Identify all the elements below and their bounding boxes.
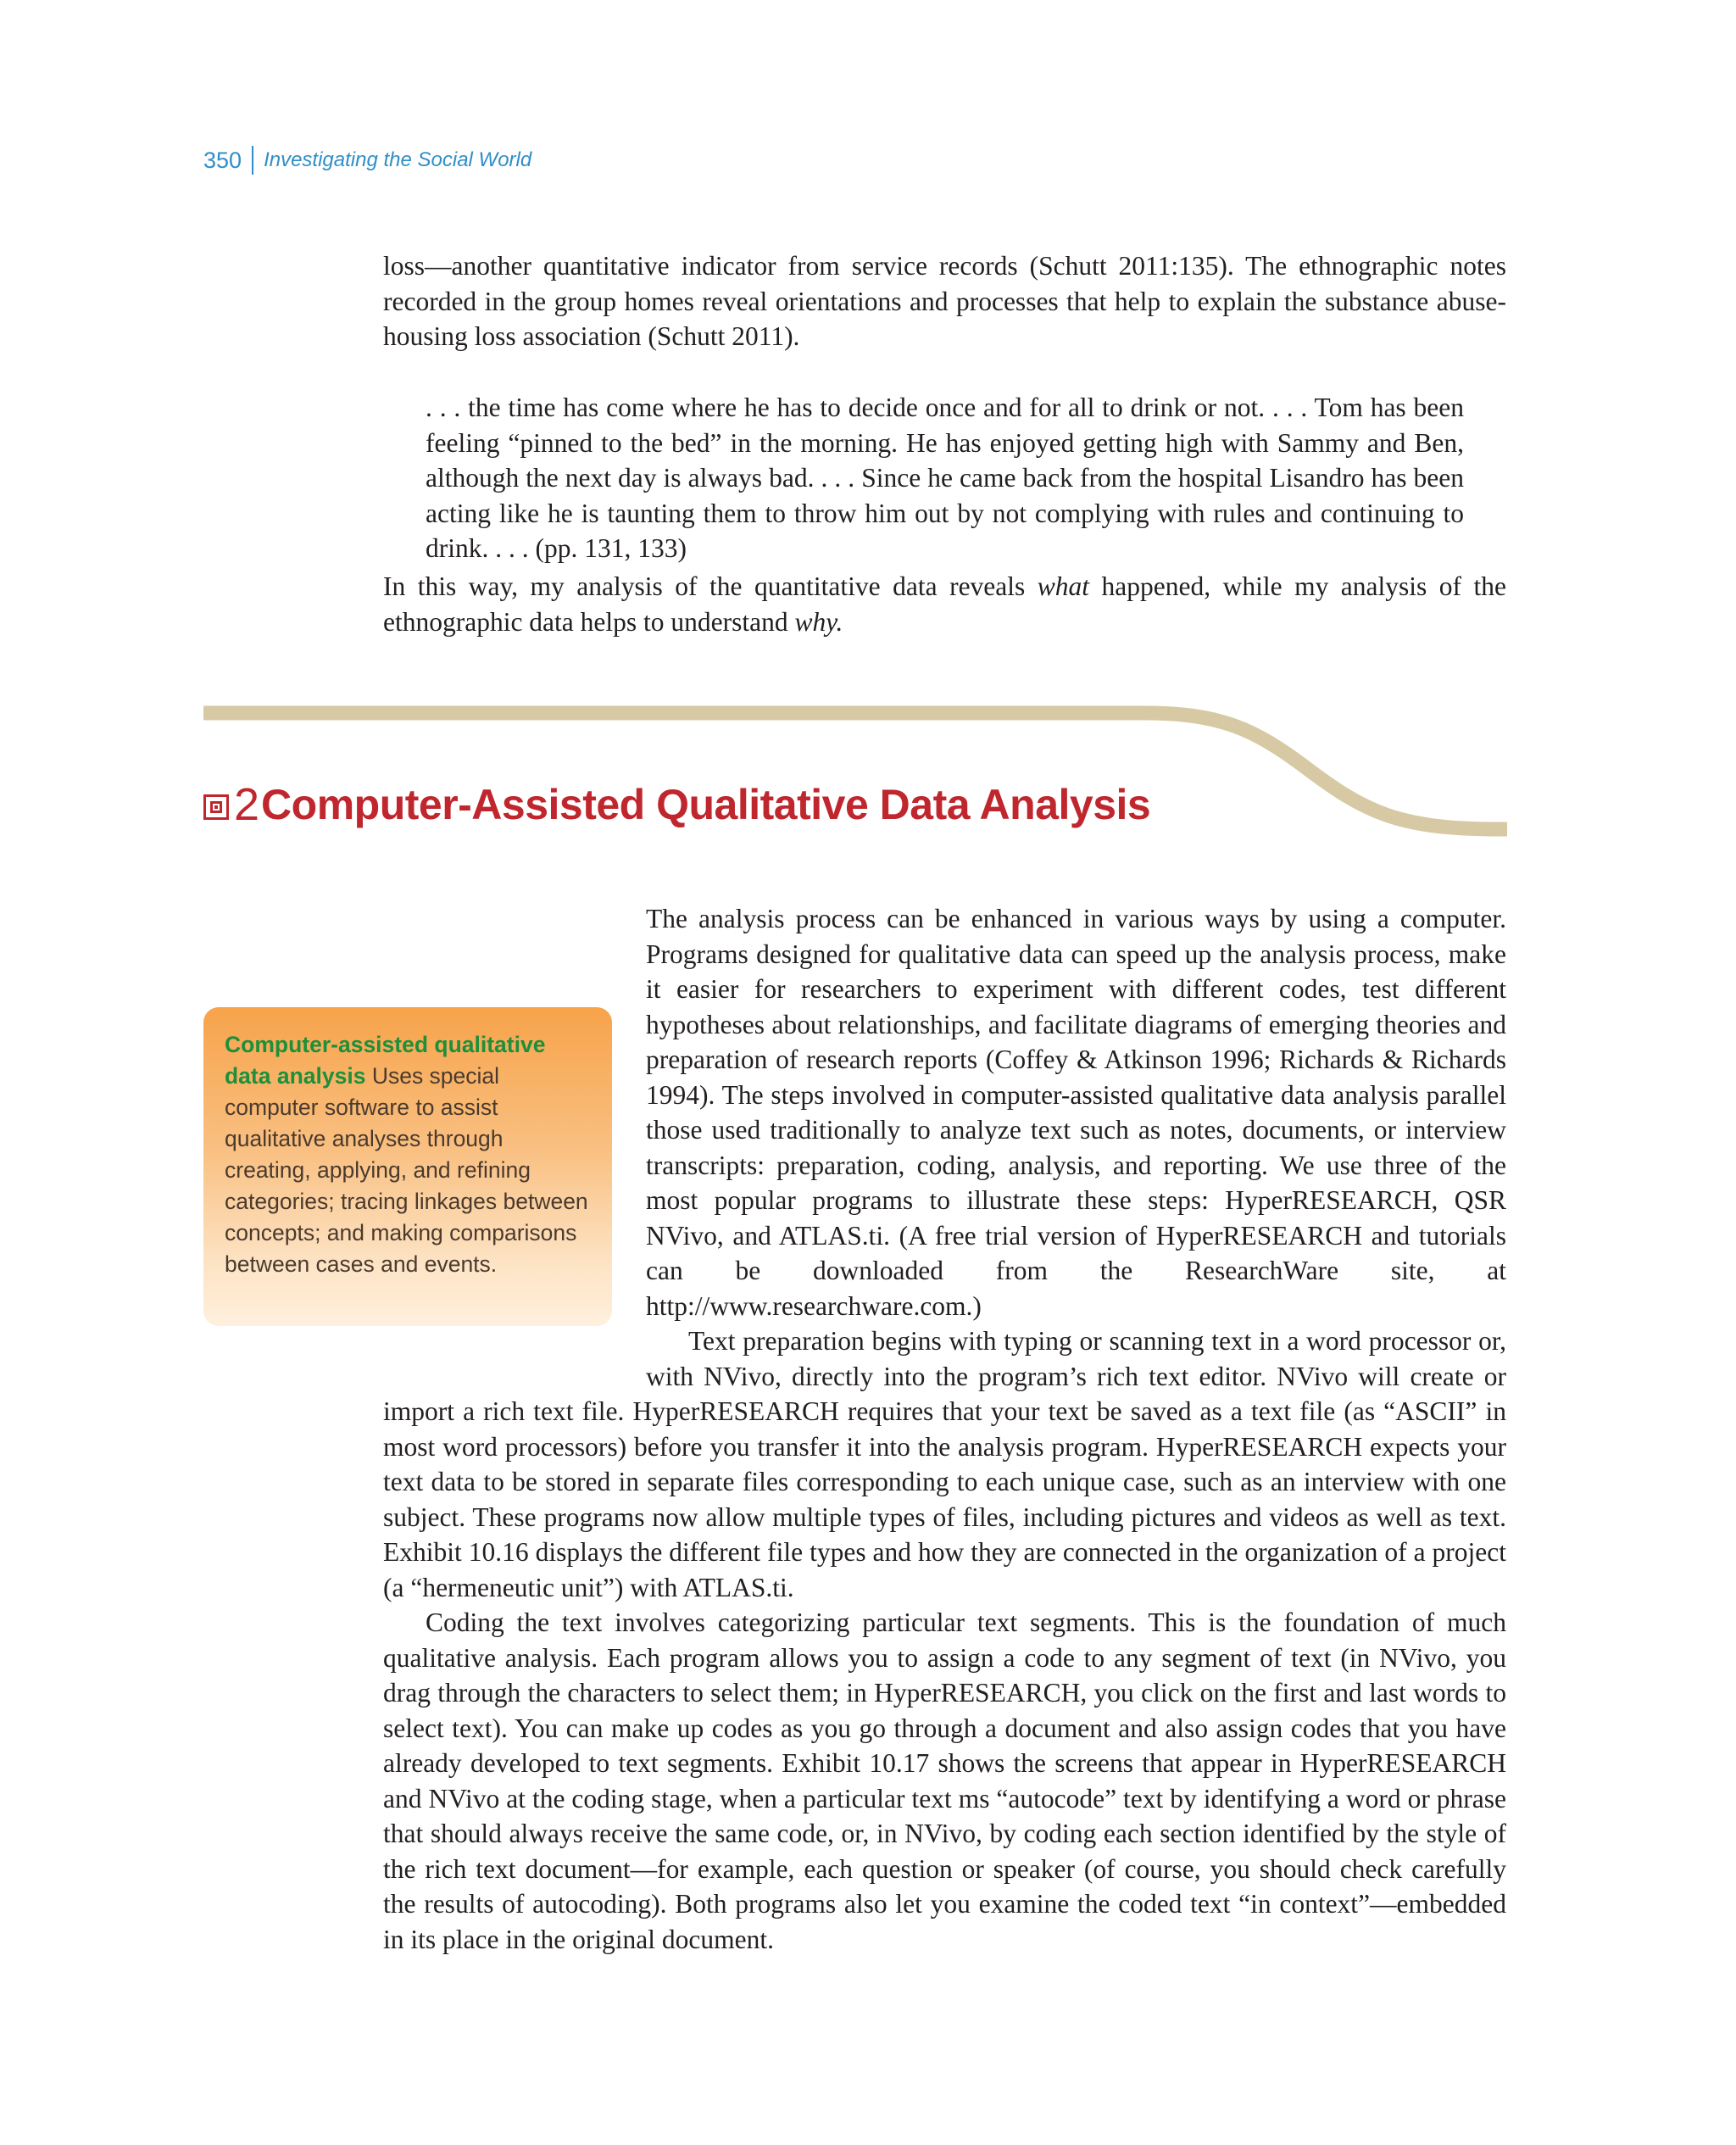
glossary-box	[203, 1007, 612, 1326]
paragraph-coding: Coding the text involves categorizing particular text segments. This is the foundation of much qualitative analysis. Each program allows you to assign a code to any segment of text (in NVivo, you drag through the characters to select them; in HyperRESEARCH, you click on the first and last words to select text). You can make up codes as you go through a document and also assign codes that you have already developed to text segments. Exhibit 10.17 shows the screens that appear in HyperRESEARCH and NVivo at the coding stage, when a particular text ms “autocode” text by identifying a word or phrase that should always receive the same code, or, in NVivo, by coding each section identified by the style of the rich text document—for example, each question or speaker (of course, you should check carefully the results of autocoding). Both programs also let you examine the coded text “in context”—embedded in its place in the original document.	[383, 1607, 1506, 1954]
glossary-definition: Uses special computer software to assist qualitative analyses through creating, applying, and refining categories; tracing linkages between concepts; and making comparisons between cases and events.	[225, 1063, 588, 1277]
section-number: 2	[234, 779, 260, 830]
glossary-term: Computer-assisted qualitative data analysis	[225, 1032, 546, 1089]
section-divider-band	[0, 695, 1736, 856]
paragraph-intro: The analysis process can be enhanced in various ways by using a computer. Programs designed for qualitative data can speed up the analysis process, make it easier for researchers to experiment with different codes, test different hypotheses about relationships, and facilitate diagrams of emerging theories and preparation of research reports (Coffey & Atkinson 1996; Richards & Richards 1994). The steps involved in computer-assisted qualitative data analysis parallel those used traditionally to analyze text such as notes, documents, or interview transcripts: preparation, coding, analysis, and reporting. We use three of the most popular programs to illustrate these steps: HyperRESEARCH, QSR NVivo, and ATLAS.ti. (A free trial version of HyperRESEARCH and tutorials can be downloaded from the ResearchWare site, at http://www.researchware.com.)	[646, 904, 1506, 1321]
block-quote	[426, 390, 1464, 566]
conclusion-em-why: why.	[794, 606, 843, 637]
section-title: Computer-Assisted Qualitative Data Analysis	[261, 781, 1151, 828]
conclusion-block	[383, 569, 1506, 639]
section-marker-icon	[203, 794, 229, 820]
paragraph-text-preparation: Text preparation begins with typing or scanning text in a word processor or, with NVivo, directly into the program’s rich text editor. NVivo will create or import a rich text file. HyperRESEARCH requires that your text be saved as a text file (as “ASCII” in most word processors) before you transfer it into the analysis program. HyperRESEARCH expects your text data to be stored in separate files corresponding to each unique case, such as an interview with one subject. These programs now allow multiple types of files, including pictures and videos as well as text. Exhibit 10.16 displays the different file types and how they are connected in the organization of a project (a “hermeneutic unit”) with ATLAS.ti.	[383, 1326, 1506, 1602]
block-quote-text: . . . the time has come where he has to decide once and for all to drink or not. . . . Tom has been feeling “pinned to the bed” in the morning. He has enjoyed getting high with Sammy and Ben, although the next day is always bad. . . . Since he came back from the hospital Lisandro has been acting like he is taunting them to throw him out by not complying with rules and continuing to drink. . . . (pp. 131, 133)	[426, 393, 1464, 563]
conclusion-em-what: what	[1037, 571, 1090, 601]
page-number: 350	[203, 146, 253, 175]
conclusion-part1: In this way, my analysis of the quantitative data reveals	[383, 571, 1038, 601]
conclusion-part2: happened, while my analysis of the ethnographic data helps to understand	[383, 571, 1506, 637]
running-head	[203, 146, 531, 175]
top-paragraph-block	[383, 248, 1506, 354]
section-heading	[203, 778, 1150, 831]
top-paragraph: loss—another quantitative indicator from service records (Schutt 2011:135). The ethnographic notes recorded in the group homes reveal orientations and processes that help to explain the substance abuse-housing loss association (Schutt 2011).	[383, 251, 1506, 351]
book-title: Investigating the Social World	[264, 148, 532, 171]
conclusion-paragraph	[383, 569, 1506, 639]
